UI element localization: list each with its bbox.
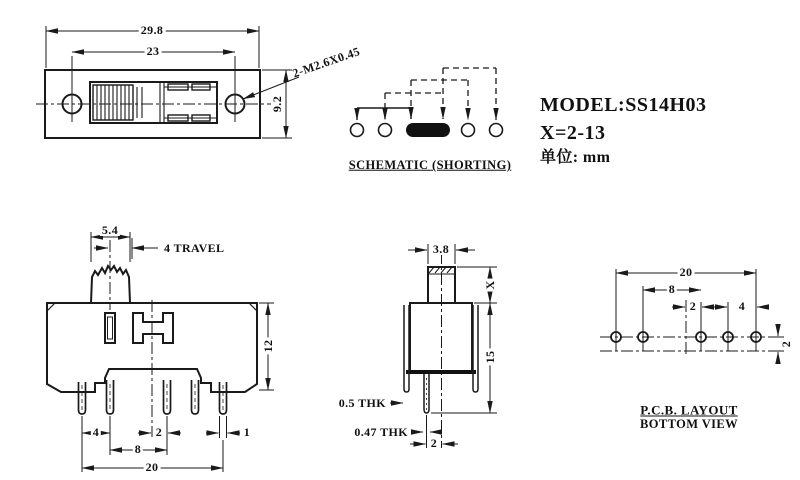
x-range: X=2-13: [540, 122, 606, 144]
top-view: [36, 23, 299, 138]
schematic-title: SCHEMATIC (SHORTING): [348, 157, 512, 172]
pin-thickness-note: 0.47 THK: [354, 425, 408, 439]
dim-pcb-pitch-4: 4: [738, 299, 746, 313]
dim-pin-span-20: 20: [145, 460, 159, 474]
dim-center-offset-2: 2: [155, 425, 163, 439]
pcb-layout-title: P.C.B. LAYOUT: [640, 402, 738, 418]
dim-pin-offset-2: 2: [430, 436, 438, 450]
pcb-bottom-view-subtitle: BOTTOM VIEW: [639, 416, 739, 431]
dim-pitch-8: 8: [134, 442, 142, 456]
dim-pin-width-1: 1: [243, 425, 251, 439]
dim-pcb-row-2: 2: [779, 340, 793, 348]
dim-total-height-15: 15: [483, 350, 497, 364]
schematic-diagram: [351, 68, 503, 137]
unit-note: 单位: mm: [540, 149, 611, 166]
dim-top-hole-span: 23: [146, 44, 160, 58]
dim-knob-thickness: 3.8: [432, 242, 450, 256]
dim-knob-width: 5.4: [101, 223, 119, 237]
frame-thickness-note: 0.5 THK: [338, 396, 386, 410]
dim-pin-pitch-4: 4: [92, 425, 100, 439]
dim-pcb-pitch-8: 8: [668, 282, 676, 296]
dim-pcb-span-20: 20: [679, 265, 693, 279]
dim-top-width: 29.8: [140, 23, 164, 37]
dim-knob-height-x: X: [483, 280, 497, 290]
pcb-layout-view: [600, 269, 784, 364]
side-view: [390, 244, 497, 448]
model-number: MODEL:SS14H03: [540, 94, 707, 116]
dim-pcb-offset-2: 2: [689, 299, 697, 313]
dim-top-depth: 9.2: [270, 95, 284, 113]
screw-spec-note: 2-M2.6X0.45: [290, 44, 362, 81]
dim-body-height: 12: [261, 339, 275, 353]
travel-note: 4 TRAVEL: [164, 241, 225, 255]
